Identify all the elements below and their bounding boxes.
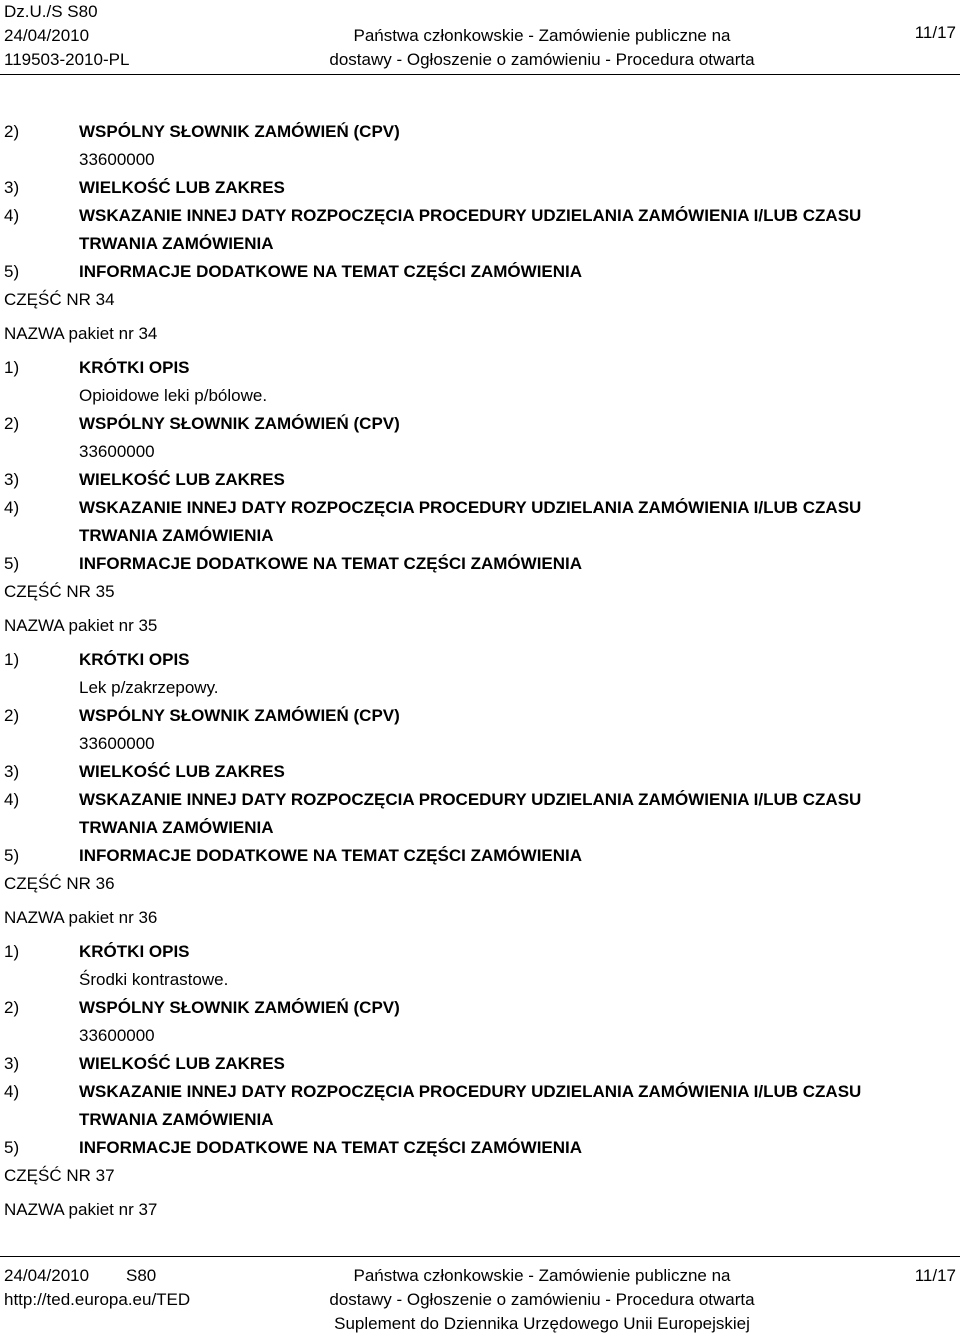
part-description: Lek p/zakrzepowy. bbox=[79, 678, 219, 697]
cpv-code: 33600000 bbox=[79, 734, 155, 753]
footer-page-number: 11/17 bbox=[914, 1266, 956, 1285]
part-description: Opioidowe leki p/bólowe. bbox=[79, 386, 268, 405]
part-name: NAZWA pakiet nr 34 bbox=[4, 324, 158, 343]
dates-heading-cont: TRWANIA ZAMÓWIENIA bbox=[79, 526, 274, 545]
journal-ref: Dz.U./S S80 bbox=[4, 2, 98, 21]
footer-title-line2: dostawy - Ogłoszenie o zamówieniu - Procedura otwarta bbox=[329, 1290, 755, 1309]
cpv-heading: WSPÓLNY SŁOWNIK ZAMÓWIEŃ (CPV) bbox=[79, 706, 400, 725]
document-body: 2) WSPÓLNY SŁOWNIK ZAMÓWIEŃ (CPV) 33600000 3) WIELKOŚĆ LUB ZAKRES 4) WSKAZANIE INNEJ DATY ROZPOCZĘCIA PROCEDURY UDZIELANIA ZAMÓWIENIA I/LUB CZASU TRWANIA ZAMÓWIENIA 5) INFORMACJE DODATKOWE NA TEMAT CZĘŚCI ZAMÓWIENIA CZĘŚĆ NR 34 NAZWA pakiet nr 34 1) KRÓTKI OPIS Opioidowe leki p/bólowe. 2) WSPÓLNY SŁOWNIK ZAMÓWIEŃ (CPV) 33600000 3) WIELKOŚĆ LUB ZAKRES 4) WSKAZANIE INNEJ DATY ROZPOCZĘCIA PROCEDURY UDZIELANIA ZAMÓWIENIA I/LUB CZASU TRWANIA ZAMÓWIENIA 5) INFORMACJE DODATKOWE NA TEMAT CZĘŚCI ZAMÓWIENIA CZĘŚĆ NR 35 NAZWA pakiet nr 35 1) KRÓTKI OPIS Lek p/zakrzepowy. 2) WSPÓLNY SŁOWNIK ZAMÓWIEŃ (CPV) 33600000 3) WIELKOŚĆ LUB ZAKRES 4) WSKAZANIE INNEJ DATY ROZPOCZĘCIA PROCEDURY UDZIELANIA ZAMÓWIENIA I/LUB CZASU TRWANIA ZAMÓWIENIA 5) INFORMACJE DODATKOWE NA TEMAT CZĘŚCI ZAMÓWIENIA CZĘŚĆ NR 36 NAZWA pakiet nr 36 1) KRÓTKI OPIS Środki kontrastowe. 2) WSPÓLNY SŁOWNIK ZAMÓWIEŃ (CPV) 33600000 3) WIELKOŚĆ LUB ZAKRES 4) WSKAZANIE INNEJ DATY ROZPOCZĘCIA PROCEDURY UDZIELANIA ZAMÓWIENIA I/LUB CZASU TRWANIA ZAMÓWIENIA 5) INFORMACJE DODATKOWE NA TEMAT CZĘŚCI ZAMÓWIENIA CZĘŚĆ NR 37 NAZWA pakiet nr 37 bbox=[0, 118, 960, 1224]
part-heading: CZĘŚĆ NR 35 bbox=[4, 582, 115, 601]
additional-info-heading: INFORMACJE DODATKOWE NA TEMAT CZĘŚCI ZAMÓWIENIA bbox=[79, 846, 583, 865]
scope-heading: WIELKOŚĆ LUB ZAKRES bbox=[79, 1054, 285, 1073]
additional-info-heading: INFORMACJE DODATKOWE NA TEMAT CZĘŚCI ZAMÓWIENIA bbox=[79, 1138, 583, 1157]
footer-center bbox=[0, 1264, 960, 1336]
page-footer bbox=[0, 1256, 960, 1334]
header-title-line1: Państwa członkowskie - Zamówienie publiczne na bbox=[353, 26, 731, 45]
part-name: NAZWA pakiet nr 35 bbox=[4, 616, 158, 635]
part-name: NAZWA pakiet nr 37 bbox=[4, 1200, 158, 1219]
dates-heading: WSKAZANIE INNEJ DATY ROZPOCZĘCIA PROCEDURY UDZIELANIA ZAMÓWIENIA I/LUB CZASU bbox=[79, 498, 862, 517]
footer-url[interactable]: http://ted.europa.eu/TED bbox=[4, 1290, 191, 1309]
header-center bbox=[0, 0, 960, 72]
short-desc-heading: KRÓTKI OPIS bbox=[79, 650, 190, 669]
dates-heading-cont: TRWANIA ZAMÓWIENIA bbox=[79, 1110, 274, 1129]
additional-info-heading: INFORMACJE DODATKOWE NA TEMAT CZĘŚCI ZAMÓWIENIA bbox=[79, 262, 583, 281]
dates-heading-cont: TRWANIA ZAMÓWIENIA bbox=[79, 234, 274, 253]
scope-heading: WIELKOŚĆ LUB ZAKRES bbox=[79, 470, 285, 489]
footer-supplement: Suplement do Dziennika Urzędowego Unii Europejskiej bbox=[334, 1314, 750, 1333]
footer-date: 24/04/2010 bbox=[4, 1266, 90, 1285]
header-page-number: 11/17 bbox=[914, 23, 956, 42]
cpv-code: 33600000 bbox=[79, 1026, 155, 1045]
cpv-code: 33600000 bbox=[79, 442, 155, 461]
dates-heading-cont: TRWANIA ZAMÓWIENIA bbox=[79, 818, 274, 837]
additional-info-heading: INFORMACJE DODATKOWE NA TEMAT CZĘŚCI ZAMÓWIENIA bbox=[79, 554, 583, 573]
header-title-line2: dostawy - Ogłoszenie o zamówieniu - Procedura otwarta bbox=[329, 50, 755, 69]
short-desc-heading: KRÓTKI OPIS bbox=[79, 358, 190, 377]
cpv-code: 33600000 bbox=[79, 150, 155, 169]
footer-series: S80 bbox=[126, 1266, 157, 1285]
scope-heading: WIELKOŚĆ LUB ZAKRES bbox=[79, 178, 285, 197]
notice-number: 119503-2010-PL bbox=[4, 50, 130, 69]
cpv-heading: WSPÓLNY SŁOWNIK ZAMÓWIEŃ (CPV) bbox=[79, 998, 400, 1017]
part-heading: CZĘŚĆ NR 36 bbox=[4, 874, 115, 893]
part-name: NAZWA pakiet nr 36 bbox=[4, 908, 158, 927]
part-heading: CZĘŚĆ NR 37 bbox=[4, 1166, 115, 1185]
cpv-heading: WSPÓLNY SŁOWNIK ZAMÓWIEŃ (CPV) bbox=[79, 414, 400, 433]
footer-divider bbox=[0, 1256, 960, 1257]
part-heading: CZĘŚĆ NR 34 bbox=[4, 290, 115, 309]
dates-heading: WSKAZANIE INNEJ DATY ROZPOCZĘCIA PROCEDURY UDZIELANIA ZAMÓWIENIA I/LUB CZASU bbox=[79, 1082, 862, 1101]
page-header bbox=[0, 0, 960, 72]
short-desc-heading: KRÓTKI OPIS bbox=[79, 942, 190, 961]
dates-heading: WSKAZANIE INNEJ DATY ROZPOCZĘCIA PROCEDURY UDZIELANIA ZAMÓWIENIA I/LUB CZASU bbox=[79, 790, 862, 809]
header-divider bbox=[0, 74, 960, 75]
header-date: 24/04/2010 bbox=[4, 26, 90, 45]
cpv-heading: WSPÓLNY SŁOWNIK ZAMÓWIEŃ (CPV) bbox=[79, 122, 400, 141]
footer-title-line1: Państwa członkowskie - Zamówienie publiczne na bbox=[353, 1266, 731, 1285]
part-description: Środki kontrastowe. bbox=[79, 970, 229, 989]
dates-heading: WSKAZANIE INNEJ DATY ROZPOCZĘCIA PROCEDURY UDZIELANIA ZAMÓWIENIA I/LUB CZASU bbox=[79, 206, 862, 225]
scope-heading: WIELKOŚĆ LUB ZAKRES bbox=[79, 762, 285, 781]
